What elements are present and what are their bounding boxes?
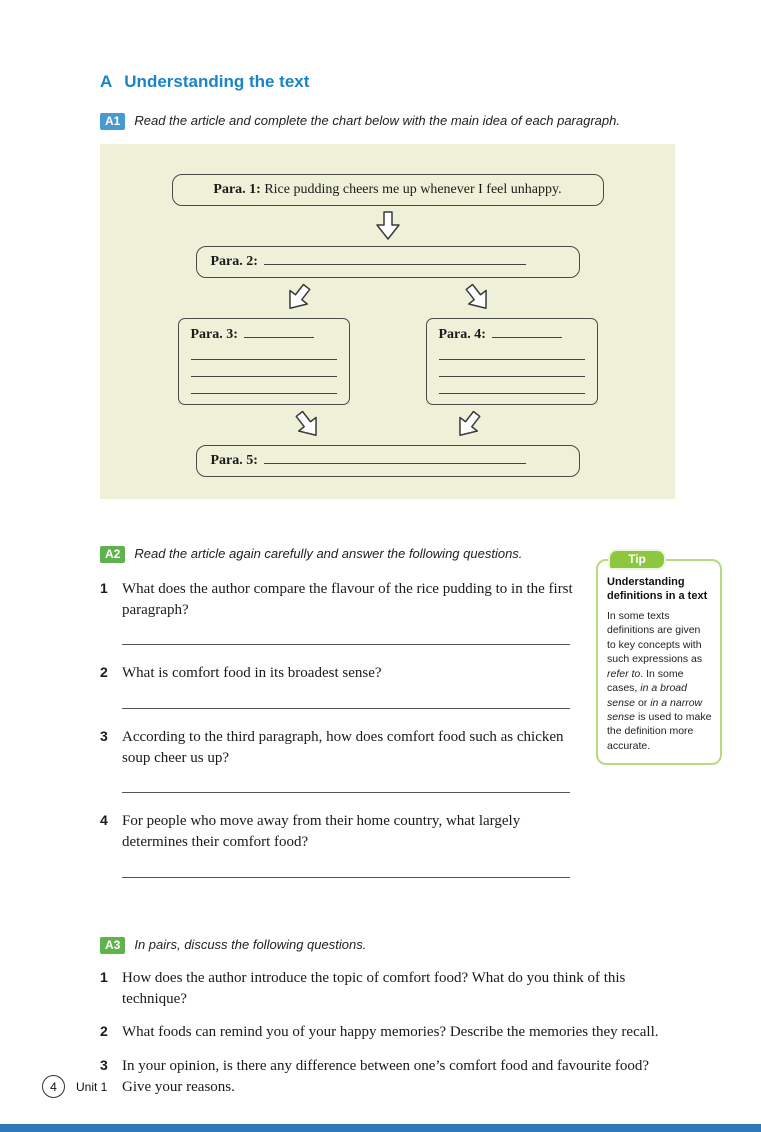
tip-label: Tip	[610, 551, 664, 568]
down-arrow-icon	[373, 211, 403, 241]
para4-write-line	[439, 377, 585, 394]
a2-question-3	[100, 727, 580, 768]
question-text: How does the author introduce the topic of comfort food? What do you think of this technique?	[122, 969, 626, 1007]
question-text: What foods can remind you of your happy memories? Describe the memories they recall.	[122, 1024, 659, 1041]
page-title	[100, 72, 675, 92]
para4-box	[426, 318, 598, 405]
para2-blank-line	[264, 253, 526, 265]
unit-label: Unit 1	[76, 1079, 108, 1094]
a2-question-1	[100, 579, 580, 620]
question-number: 4	[100, 812, 108, 829]
para5-label: Para. 5:	[210, 453, 258, 468]
section-letter: A	[100, 72, 113, 91]
para1-label: Para. 1:	[213, 182, 261, 197]
answer-line	[122, 644, 570, 645]
a3-instruction: In pairs, discuss the following questions.	[134, 936, 367, 952]
tip-panel	[596, 559, 722, 765]
down-left-arrow-icon	[446, 404, 488, 446]
para2-label: Para. 2:	[210, 254, 258, 269]
para1-text: Rice pudding cheers me up whenever I feel unhappy.	[264, 182, 562, 197]
para2-box	[196, 246, 580, 278]
a2-question-2	[100, 663, 580, 684]
tip-body-segment-italic: in a narrow sense	[607, 696, 703, 723]
question-text: According to the third paragraph, how does comfort food such as chicken soup cheer us up?	[122, 729, 564, 766]
answer-line	[122, 877, 570, 878]
para4-blank-line	[492, 326, 562, 338]
down-right-arrow-icon	[286, 404, 328, 446]
a2-question-4	[100, 811, 580, 852]
para4-write-line	[439, 343, 585, 360]
para34-row	[100, 318, 675, 405]
tip-body-segment: or	[635, 696, 651, 709]
a2-instruction: Read the article again carefully and answer the following questions.	[134, 546, 523, 561]
tip-body-segment-italic: in a broad sense	[607, 682, 687, 709]
a3-question-3	[100, 1056, 675, 1097]
para5-box	[196, 445, 580, 477]
arrow-row-3	[100, 410, 675, 440]
para4-write-line	[439, 360, 585, 377]
tip-body-segment-italic: refer to	[607, 667, 641, 680]
para3-write-line	[191, 377, 337, 394]
question-number: 1	[100, 968, 108, 985]
paragraph-chart	[100, 144, 675, 499]
arrow-row-2	[100, 283, 675, 313]
para3-blank-line	[244, 326, 314, 338]
question-number: 3	[100, 1056, 108, 1073]
a3-question-1	[100, 968, 675, 1009]
arrow-row-1	[100, 211, 675, 241]
para3-write-line	[191, 343, 337, 360]
a2-instruction-row	[100, 545, 580, 563]
para5-blank-line	[264, 452, 526, 464]
tip-box	[596, 552, 722, 765]
question-number: 2	[100, 1023, 108, 1040]
question-number: 2	[100, 664, 108, 681]
para3-label: Para. 3:	[190, 327, 238, 342]
tip-body-segment: . In some cases,	[607, 667, 684, 695]
question-text: For people who move away from their home country, what largely determines their comfort food?	[122, 813, 521, 851]
down-right-arrow-icon	[456, 277, 498, 319]
para1-box	[172, 174, 604, 206]
tip-title: Understanding definitions in a text	[607, 576, 708, 603]
question-text: What is comfort food in its broadest sense?	[122, 665, 382, 682]
page-number: 4	[42, 1075, 65, 1098]
a3-question-2	[100, 1022, 675, 1043]
tip-body	[607, 609, 712, 754]
question-number: 1	[100, 580, 108, 596]
page-footer	[42, 1075, 107, 1098]
a1-badge: A1	[100, 113, 125, 130]
answer-line	[122, 792, 570, 793]
down-left-arrow-icon	[276, 277, 318, 319]
para3-box	[178, 318, 350, 405]
a2-badge: A2	[100, 546, 125, 563]
section-title: Understanding the text	[124, 72, 310, 91]
bottom-accent-bar	[0, 1124, 761, 1132]
a1-instruction-row	[100, 112, 675, 130]
para3-write-line	[191, 360, 337, 377]
a3-instruction-row	[100, 936, 675, 954]
para4-label: Para. 4:	[438, 327, 486, 342]
a1-instruction: Read the article and complete the chart below with the main idea of each paragraph.	[134, 113, 620, 128]
a3-badge: A3	[100, 937, 125, 954]
question-text: In your opinion, is there any difference between one’s comfort food and favourite food? Give your reasons.	[122, 1057, 650, 1095]
answer-line	[122, 708, 570, 709]
tip-body-segment: In some texts definitions are given to key concepts with such expressions as	[607, 609, 703, 666]
tip-body-segment: is used to make the definition more accurate.	[607, 710, 712, 752]
question-text: What does the author compare the flavour of the rice pudding to in the first paragraph?	[122, 581, 573, 618]
question-number: 3	[100, 728, 108, 745]
